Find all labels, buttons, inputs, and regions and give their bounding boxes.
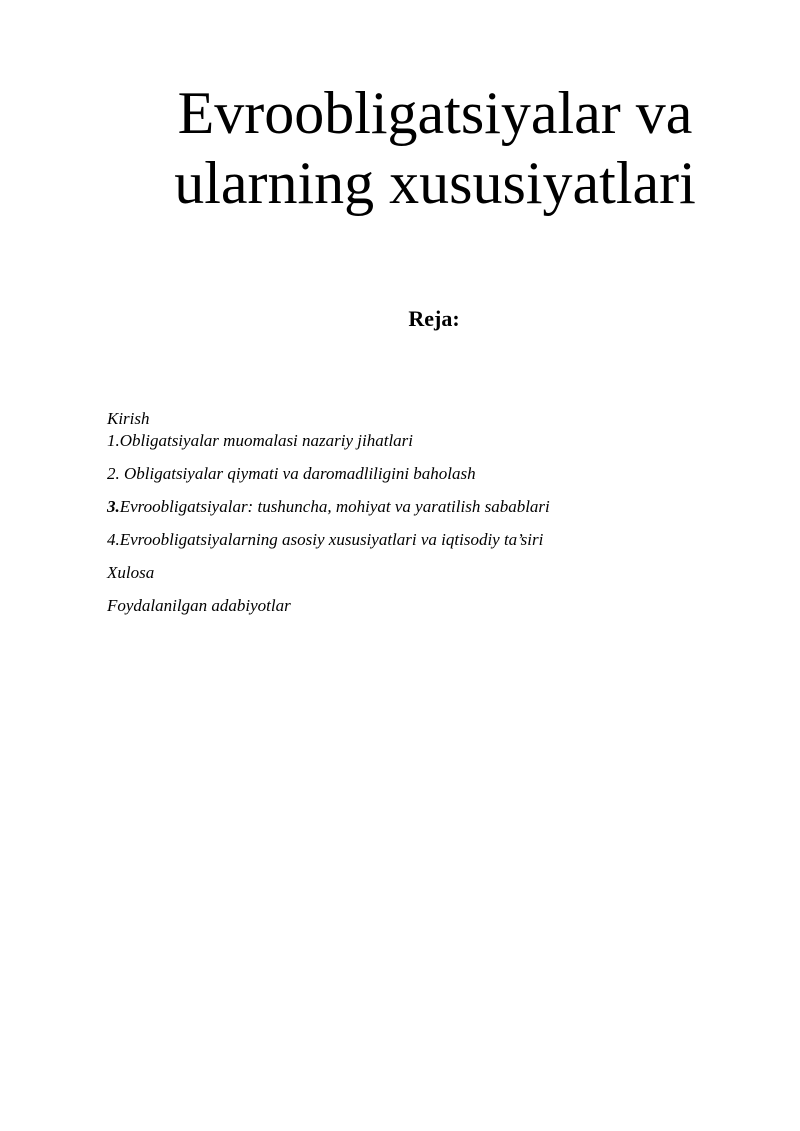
plan-item-text: Obligatsiyalar qiymati va daromadliligini baholash — [124, 464, 476, 483]
document-title: Evroobligatsiyalar va ularning xususiyatlari — [174, 80, 696, 216]
plan-item-text: Evroobligatsiyalar: tushuncha, mohiyat va yaratilish sabablari — [119, 497, 550, 516]
plan-list — [107, 408, 550, 628]
plan-item-number: 4. — [107, 530, 120, 549]
plan-item-text: Foydalanilgan adabiyotlar — [107, 596, 291, 615]
plan-item-text: Kirish — [107, 409, 150, 428]
plan-item-number: 2. — [107, 464, 124, 483]
plan-item-2 — [107, 463, 550, 485]
plan-item-3 — [107, 496, 550, 518]
plan-item-intro — [107, 408, 550, 430]
plan-heading: Reja: — [408, 306, 460, 331]
plan-item-1 — [107, 430, 550, 452]
plan-item-conclusion — [107, 562, 550, 584]
plan-item-number: 1. — [107, 431, 120, 450]
plan-item-text: Evroobligatsiyalarning asosiy xususiyatlari va iqtisodiy ta’siri — [119, 530, 544, 549]
plan-item-text: Obligatsiyalar muomalasi nazariy jihatlari — [119, 431, 414, 450]
plan-item-number: 3. — [107, 497, 120, 516]
plan-item-4 — [107, 529, 550, 551]
plan-item-references — [107, 595, 550, 617]
plan-item-text: Xulosa — [107, 563, 155, 582]
